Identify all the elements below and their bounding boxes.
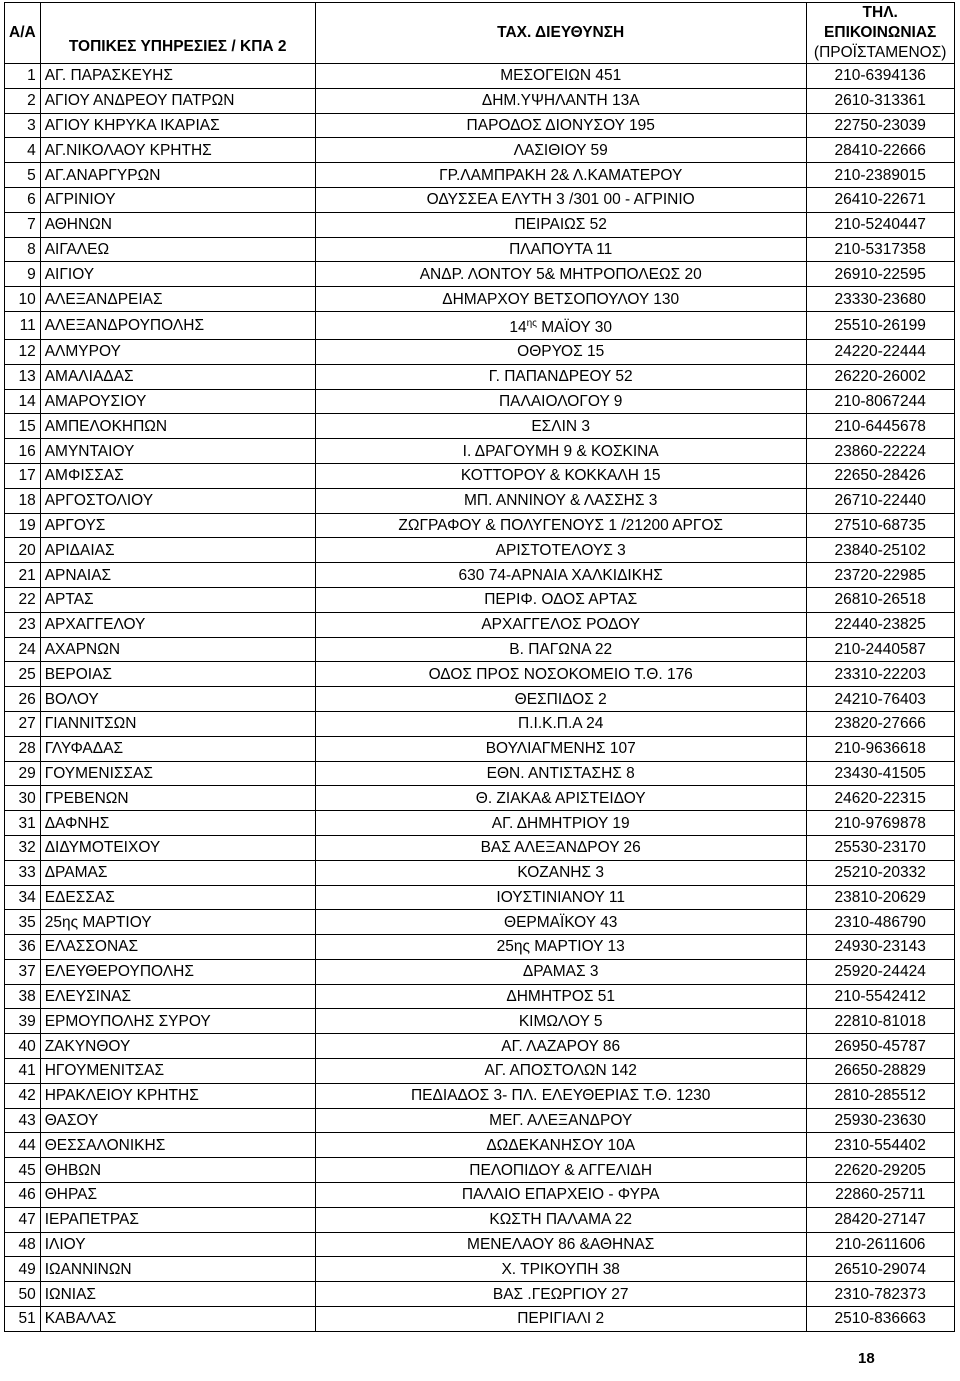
row-name: ΑΧΑΡΝΩΝ bbox=[40, 637, 315, 662]
row-number: 38 bbox=[5, 984, 41, 1009]
table-row bbox=[5, 935, 955, 960]
table-row bbox=[5, 587, 955, 612]
row-phone: 210-5542412 bbox=[806, 984, 954, 1009]
row-phone: 23860-22224 bbox=[806, 439, 954, 464]
table-row bbox=[5, 910, 955, 935]
table-row bbox=[5, 1158, 955, 1183]
header-id: Α/Α bbox=[5, 3, 41, 64]
row-phone: 26510-29074 bbox=[806, 1257, 954, 1282]
row-phone: 23820-27666 bbox=[806, 711, 954, 736]
row-number: 48 bbox=[5, 1232, 41, 1257]
row-number: 37 bbox=[5, 959, 41, 984]
row-number: 32 bbox=[5, 835, 41, 860]
row-phone: 26410-22671 bbox=[806, 187, 954, 212]
row-number: 40 bbox=[5, 1034, 41, 1059]
row-number: 28 bbox=[5, 736, 41, 761]
row-name: ΑΡΧΑΓΓΕΛΟΥ bbox=[40, 612, 315, 637]
table-header bbox=[5, 3, 955, 64]
row-name: ΘΗΒΩΝ bbox=[40, 1158, 315, 1183]
row-name: ΗΓΟΥΜΕΝΙΤΣΑΣ bbox=[40, 1059, 315, 1084]
row-phone: 22750-23039 bbox=[806, 113, 954, 138]
row-name: ΑΓΙΟΥ ΚΗΡΥΚΑ ΙΚΑΡΙΑΣ bbox=[40, 113, 315, 138]
row-address: ΔΩΔΕΚΑΝΗΣΟΥ 10Α bbox=[315, 1133, 806, 1158]
table-row bbox=[5, 339, 955, 364]
row-address: ΚΙΜΩΛΟΥ 5 bbox=[315, 1009, 806, 1034]
row-name: ΑΛΕΞΑΝΔΡΕΙΑΣ bbox=[40, 287, 315, 312]
table-row bbox=[5, 1207, 955, 1232]
row-name: ΑΡΓΟΣΤΟΛΙΟΥ bbox=[40, 488, 315, 513]
row-number: 14 bbox=[5, 389, 41, 414]
row-number: 39 bbox=[5, 1009, 41, 1034]
row-number: 44 bbox=[5, 1133, 41, 1158]
row-name: ΓΟΥΜΕΝΙΣΣΑΣ bbox=[40, 761, 315, 786]
row-name: ΘΗΡΑΣ bbox=[40, 1183, 315, 1208]
row-name: ΕΛΕΥΘΕΡΟΥΠΟΛΗΣ bbox=[40, 959, 315, 984]
row-name: ΙΕΡΑΠΕΤΡΑΣ bbox=[40, 1207, 315, 1232]
row-name: ΓΙΑΝΝΙΤΣΩΝ bbox=[40, 711, 315, 736]
row-number: 3 bbox=[5, 113, 41, 138]
row-number: 43 bbox=[5, 1108, 41, 1133]
table-row bbox=[5, 1232, 955, 1257]
table-row bbox=[5, 1108, 955, 1133]
row-number: 34 bbox=[5, 885, 41, 910]
row-number: 27 bbox=[5, 711, 41, 736]
table-row bbox=[5, 113, 955, 138]
row-address: ΑΓ. ΔΗΜΗΤΡΙΟΥ 19 bbox=[315, 811, 806, 836]
page-number: 18 bbox=[858, 1350, 875, 1367]
table-row bbox=[5, 637, 955, 662]
row-address: ΠΕΛΟΠΙΔΟΥ & ΑΓΓΕΛΙΔΗ bbox=[315, 1158, 806, 1183]
row-phone: 2610-313361 bbox=[806, 88, 954, 113]
row-address: ΑΓ. ΛΑΖΑΡΟΥ 86 bbox=[315, 1034, 806, 1059]
table-row bbox=[5, 389, 955, 414]
row-number: 12 bbox=[5, 339, 41, 364]
row-name: ΓΡΕΒΕΝΩΝ bbox=[40, 786, 315, 811]
row-address: ΑΡΧΑΓΓΕΛΟΣ ΡΟΔΟΥ bbox=[315, 612, 806, 637]
row-phone: 22810-81018 bbox=[806, 1009, 954, 1034]
row-number: 42 bbox=[5, 1083, 41, 1108]
row-address: ΕΣΛΙΝ 3 bbox=[315, 414, 806, 439]
row-address: ΟΔΥΣΣΕΑ ΕΛΥΤΗ 3 /301 00 - ΑΓΡΙΝΙΟ bbox=[315, 187, 806, 212]
row-phone: 23310-22203 bbox=[806, 662, 954, 687]
row-number: 35 bbox=[5, 910, 41, 935]
row-number: 51 bbox=[5, 1307, 41, 1332]
row-name: ΑΜΠΕΛΟΚΗΠΩΝ bbox=[40, 414, 315, 439]
row-number: 31 bbox=[5, 811, 41, 836]
table-row bbox=[5, 711, 955, 736]
row-phone: 25210-20332 bbox=[806, 860, 954, 885]
row-number: 23 bbox=[5, 612, 41, 637]
row-address: ΛΑΣΙΘΙΟΥ 59 bbox=[315, 138, 806, 163]
row-phone: 22620-29205 bbox=[806, 1158, 954, 1183]
row-address: ΒΑΣ ΑΛΕΞΑΝΔΡΟΥ 26 bbox=[315, 835, 806, 860]
row-name: ΙΛΙΟΥ bbox=[40, 1232, 315, 1257]
row-address: ΔΡΑΜΑΣ 3 bbox=[315, 959, 806, 984]
row-number: 25 bbox=[5, 662, 41, 687]
table-row bbox=[5, 1034, 955, 1059]
row-phone: 27510-68735 bbox=[806, 513, 954, 538]
row-number: 41 bbox=[5, 1059, 41, 1084]
row-name: ΑΜΑΡΟΥΣΙΟΥ bbox=[40, 389, 315, 414]
row-phone: 210-6445678 bbox=[806, 414, 954, 439]
row-address: ΔΗΜΗΤΡΟΣ 51 bbox=[315, 984, 806, 1009]
table-row bbox=[5, 311, 955, 339]
table-row bbox=[5, 64, 955, 89]
row-phone: 210-2440587 bbox=[806, 637, 954, 662]
row-address: ΠΕΔΙΑΔΟΣ 3- ΠΛ. ΕΛΕΥΘΕΡΙΑΣ Τ.Θ. 1230 bbox=[315, 1083, 806, 1108]
row-address: ΘΕΡΜΑΪΚΟΥ 43 bbox=[315, 910, 806, 935]
header-phone-line3: (ΠΡΟΪΣΤΑΜΕΝΟΣ) bbox=[813, 44, 947, 61]
row-address: ΟΘΡΥΟΣ 15 bbox=[315, 339, 806, 364]
table-row bbox=[5, 885, 955, 910]
row-phone: 210-5240447 bbox=[806, 212, 954, 237]
row-number: 9 bbox=[5, 262, 41, 287]
row-address: ΠΕΙΡΑΙΩΣ 52 bbox=[315, 212, 806, 237]
row-number: 11 bbox=[5, 311, 41, 339]
table-row bbox=[5, 959, 955, 984]
header-phone-line1: ΤΗΛ. bbox=[862, 4, 898, 21]
row-name: ΔΡΑΜΑΣ bbox=[40, 860, 315, 885]
row-name: ΑΡΤΑΣ bbox=[40, 587, 315, 612]
row-name: ΒΕΡΟΙΑΣ bbox=[40, 662, 315, 687]
row-name: 25ης ΜΑΡΤΙΟΥ bbox=[40, 910, 315, 935]
row-address: Β. ΠΑΓΩΝΑ 22 bbox=[315, 637, 806, 662]
row-phone: 210-6394136 bbox=[806, 64, 954, 89]
row-phone: 26910-22595 bbox=[806, 262, 954, 287]
row-name: ΑΘΗΝΩΝ bbox=[40, 212, 315, 237]
row-address: ΜΕΝΕΛΑΟΥ 86 &ΑΘΗΝΑΣ bbox=[315, 1232, 806, 1257]
row-phone: 25920-24424 bbox=[806, 959, 954, 984]
table-row bbox=[5, 287, 955, 312]
table-row bbox=[5, 138, 955, 163]
row-phone: 210-8067244 bbox=[806, 389, 954, 414]
row-address: ΚΟΤΤΟΡΟΥ & ΚΟΚΚΑΛΗ 15 bbox=[315, 463, 806, 488]
row-number: 19 bbox=[5, 513, 41, 538]
row-address: Π.Ι.Κ.Π.Α 24 bbox=[315, 711, 806, 736]
row-address: ΚΩΣΤΗ ΠΑΛΑΜΑ 22 bbox=[315, 1207, 806, 1232]
row-phone: 24210-76403 bbox=[806, 687, 954, 712]
row-address: ΑΝΔΡ. ΛΟΝΤΟΥ 5& ΜΗΤΡΟΠΟΛΕΩΣ 20 bbox=[315, 262, 806, 287]
table-row bbox=[5, 835, 955, 860]
table-row bbox=[5, 538, 955, 563]
row-address: ΑΓ. ΑΠΟΣΤΟΛΩΝ 142 bbox=[315, 1059, 806, 1084]
row-name: ΙΩΝΙΑΣ bbox=[40, 1282, 315, 1307]
row-phone: 24220-22444 bbox=[806, 339, 954, 364]
row-address bbox=[315, 311, 806, 339]
row-number: 47 bbox=[5, 1207, 41, 1232]
table-row bbox=[5, 1183, 955, 1208]
row-address: ΔΗΜΑΡΧΟΥ ΒΕΤΣΟΠΟΥΛΟΥ 130 bbox=[315, 287, 806, 312]
row-address: ΚΟΖΑΝΗΣ 3 bbox=[315, 860, 806, 885]
row-number: 49 bbox=[5, 1257, 41, 1282]
row-name: ΑΜΑΛΙΑΔΑΣ bbox=[40, 364, 315, 389]
row-address: ΕΘΝ. ΑΝΤΙΣΤΑΣΗΣ 8 bbox=[315, 761, 806, 786]
row-number: 46 bbox=[5, 1183, 41, 1208]
row-address: ΜΠ. ΑΝΝΙΝΟΥ & ΛΑΣΣΗΣ 3 bbox=[315, 488, 806, 513]
row-address: ΒΟΥΛΙΑΓΜΕΝΗΣ 107 bbox=[315, 736, 806, 761]
row-number: 21 bbox=[5, 563, 41, 588]
row-name: ΘΑΣΟΥ bbox=[40, 1108, 315, 1133]
row-phone: 24930-23143 bbox=[806, 935, 954, 960]
row-phone: 210-2611606 bbox=[806, 1232, 954, 1257]
row-name: ΕΔΕΣΣΑΣ bbox=[40, 885, 315, 910]
table-row bbox=[5, 1282, 955, 1307]
row-address: ΠΑΛΑΙΟΛΟΓΟΥ 9 bbox=[315, 389, 806, 414]
row-number: 33 bbox=[5, 860, 41, 885]
table-row bbox=[5, 1009, 955, 1034]
row-address: 25ης ΜΑΡΤΙΟΥ 13 bbox=[315, 935, 806, 960]
row-number: 29 bbox=[5, 761, 41, 786]
table-row bbox=[5, 1083, 955, 1108]
table-row bbox=[5, 1257, 955, 1282]
row-number: 22 bbox=[5, 587, 41, 612]
row-address-number: 14 bbox=[509, 318, 527, 336]
row-name: ΑΓ. ΠΑΡΑΣΚΕΥΗΣ bbox=[40, 64, 315, 89]
row-name: ΘΕΣΣΑΛΟΝΙΚΗΣ bbox=[40, 1133, 315, 1158]
row-phone: 25530-23170 bbox=[806, 835, 954, 860]
row-name: ΑΛΜΥΡΟΥ bbox=[40, 339, 315, 364]
row-number: 15 bbox=[5, 414, 41, 439]
row-number: 36 bbox=[5, 935, 41, 960]
row-phone: 210-5317358 bbox=[806, 237, 954, 262]
row-name: ΙΩΑΝΝΙΝΩΝ bbox=[40, 1257, 315, 1282]
row-number: 30 bbox=[5, 786, 41, 811]
row-number: 6 bbox=[5, 187, 41, 212]
row-address-ordinal: ης bbox=[526, 317, 537, 329]
table-row bbox=[5, 463, 955, 488]
row-name: ΑΓΙΟΥ ΑΝΔΡΕΟΥ ΠΑΤΡΩΝ bbox=[40, 88, 315, 113]
row-phone: 23810-20629 bbox=[806, 885, 954, 910]
table-row bbox=[5, 414, 955, 439]
row-number: 16 bbox=[5, 439, 41, 464]
table-row bbox=[5, 786, 955, 811]
row-phone: 210-9769878 bbox=[806, 811, 954, 836]
table-row bbox=[5, 212, 955, 237]
table-row bbox=[5, 662, 955, 687]
row-address: Χ. ΤΡΙΚΟΥΠΗ 38 bbox=[315, 1257, 806, 1282]
table-row bbox=[5, 736, 955, 761]
row-phone: 26710-22440 bbox=[806, 488, 954, 513]
table-row bbox=[5, 984, 955, 1009]
row-address: ΑΡΙΣΤΟΤΕΛΟΥΣ 3 bbox=[315, 538, 806, 563]
row-number: 20 bbox=[5, 538, 41, 563]
row-phone: 28420-27147 bbox=[806, 1207, 954, 1232]
header-phone-line2: ΕΠΙΚΟΙΝΩΝΙΑΣ bbox=[824, 24, 937, 41]
row-number: 5 bbox=[5, 163, 41, 188]
row-number: 8 bbox=[5, 237, 41, 262]
row-phone: 210-9636618 bbox=[806, 736, 954, 761]
row-name: ΑΓΡΙΝΙΟΥ bbox=[40, 187, 315, 212]
row-number: 4 bbox=[5, 138, 41, 163]
header-name-text: ΤΟΠΙΚΕΣ ΥΠΗΡΕΣΙΕΣ / ΚΠΑ 2 bbox=[68, 38, 287, 55]
row-number: 26 bbox=[5, 687, 41, 712]
row-number: 2 bbox=[5, 88, 41, 113]
table-row bbox=[5, 1059, 955, 1084]
table-row bbox=[5, 187, 955, 212]
row-name: ΑΜΥΝΤΑΙΟΥ bbox=[40, 439, 315, 464]
row-phone: 23720-22985 bbox=[806, 563, 954, 588]
row-address: ΖΩΓΡΑΦΟΥ & ΠΟΛΥΓΕΝΟΥΣ 1 /21200 ΑΡΓΟΣ bbox=[315, 513, 806, 538]
header-address: ΤΑΧ. ΔΙΕΥΘΥΝΣΗ bbox=[315, 3, 806, 64]
row-name: ΑΜΦΙΣΣΑΣ bbox=[40, 463, 315, 488]
row-address: ΠΑΡΟΔΟΣ ΔΙΟΝΥΣΟΥ 195 bbox=[315, 113, 806, 138]
services-table bbox=[4, 2, 955, 1332]
row-phone: 23840-25102 bbox=[806, 538, 954, 563]
table-row bbox=[5, 513, 955, 538]
row-phone: 2310-782373 bbox=[806, 1282, 954, 1307]
row-name: ΑΓ.ΝΙΚΟΛΑΟΥ ΚΡΗΤΗΣ bbox=[40, 138, 315, 163]
table-body bbox=[5, 64, 955, 1332]
row-name: ΒΟΛΟΥ bbox=[40, 687, 315, 712]
row-name: ΕΛΑΣΣΟΝΑΣ bbox=[40, 935, 315, 960]
row-phone: 26810-26518 bbox=[806, 587, 954, 612]
row-number: 45 bbox=[5, 1158, 41, 1183]
table-row bbox=[5, 687, 955, 712]
row-phone: 22440-23825 bbox=[806, 612, 954, 637]
row-address: ΙΟΥΣΤΙΝΙΑΝΟΥ 11 bbox=[315, 885, 806, 910]
row-phone: 28410-22666 bbox=[806, 138, 954, 163]
row-name: ΑΓ.ΑΝΑΡΓΥΡΩΝ bbox=[40, 163, 315, 188]
table-row bbox=[5, 761, 955, 786]
row-number: 17 bbox=[5, 463, 41, 488]
row-name: ΕΛΕΥΣΙΝΑΣ bbox=[40, 984, 315, 1009]
row-address: Γ. ΠΑΠΑΝΔΡΕΟΥ 52 bbox=[315, 364, 806, 389]
table-row bbox=[5, 439, 955, 464]
row-address: ΓΡ.ΛΑΜΠΡΑΚΗ 2& Λ.ΚΑΜΑΤΕΡΟΥ bbox=[315, 163, 806, 188]
table-row bbox=[5, 811, 955, 836]
table-row bbox=[5, 488, 955, 513]
row-address: ΒΑΣ .ΓΕΩΡΓΙΟΥ 27 bbox=[315, 1282, 806, 1307]
row-address: Ι. ΔΡΑΓΟΥΜΗ 9 & ΚΟΣΚΙΝΑ bbox=[315, 439, 806, 464]
row-address: Θ. ΖΙΑΚΑ& ΑΡΙΣΤΕΙΔΟΥ bbox=[315, 786, 806, 811]
row-phone: 23430-41505 bbox=[806, 761, 954, 786]
row-address: 630 74-ΑΡΝΑΙΑ ΧΑΛΚΙΔΙΚΗΣ bbox=[315, 563, 806, 588]
row-address: ΠΑΛΑΙΟ ΕΠΑΡΧΕΙΟ - ΦΥΡΑ bbox=[315, 1183, 806, 1208]
row-number: 50 bbox=[5, 1282, 41, 1307]
table-row bbox=[5, 262, 955, 287]
row-phone: 2810-285512 bbox=[806, 1083, 954, 1108]
row-phone: 25930-23630 bbox=[806, 1108, 954, 1133]
row-name: ΗΡΑΚΛΕΙΟΥ ΚΡΗΤΗΣ bbox=[40, 1083, 315, 1108]
row-number: 13 bbox=[5, 364, 41, 389]
row-phone: 26950-45787 bbox=[806, 1034, 954, 1059]
row-address-rest: ΜΑΪΟΥ 30 bbox=[537, 318, 613, 336]
row-address: ΔΗΜ.ΥΨΗΛΑΝΤΗ 13Α bbox=[315, 88, 806, 113]
row-number: 24 bbox=[5, 637, 41, 662]
row-name: ΔΑΦΝΗΣ bbox=[40, 811, 315, 836]
table-row bbox=[5, 1307, 955, 1332]
header-phone bbox=[806, 3, 954, 64]
row-name: ΕΡΜΟΥΠΟΛΗΣ ΣΥΡΟΥ bbox=[40, 1009, 315, 1034]
table-row bbox=[5, 563, 955, 588]
row-phone: 2310-486790 bbox=[806, 910, 954, 935]
row-number: 10 bbox=[5, 287, 41, 312]
row-address: ΠΕΡΙΦ. ΟΔΟΣ ΑΡΤΑΣ bbox=[315, 587, 806, 612]
row-address: ΠΛΑΠΟΥΤΑ 11 bbox=[315, 237, 806, 262]
row-name: ΑΡΙΔΑΙΑΣ bbox=[40, 538, 315, 563]
row-phone: 26220-26002 bbox=[806, 364, 954, 389]
row-address: ΠΕΡΙΓΙΑΛΙ 2 bbox=[315, 1307, 806, 1332]
row-phone: 24620-22315 bbox=[806, 786, 954, 811]
row-address: ΟΔΟΣ ΠΡΟΣ ΝΟΣΟΚΟΜΕΙΟ Τ.Θ. 176 bbox=[315, 662, 806, 687]
table-row bbox=[5, 612, 955, 637]
row-phone: 25510-26199 bbox=[806, 311, 954, 339]
row-phone: 23330-23680 bbox=[806, 287, 954, 312]
row-phone: 26650-28829 bbox=[806, 1059, 954, 1084]
table-row bbox=[5, 860, 955, 885]
table-row bbox=[5, 1133, 955, 1158]
row-name: ΑΙΓΙΟΥ bbox=[40, 262, 315, 287]
row-address: ΜΕΣΟΓΕΙΩΝ 451 bbox=[315, 64, 806, 89]
row-name: ΑΛΕΞΑΝΔΡΟΥΠΟΛΗΣ bbox=[40, 311, 315, 339]
row-number: 7 bbox=[5, 212, 41, 237]
row-name: ΑΡΓΟΥΣ bbox=[40, 513, 315, 538]
row-phone: 22650-28426 bbox=[806, 463, 954, 488]
row-name: ΑΙΓΑΛΕΩ bbox=[40, 237, 315, 262]
row-phone: 2510-836663 bbox=[806, 1307, 954, 1332]
row-name: ΑΡΝΑΙΑΣ bbox=[40, 563, 315, 588]
row-number: 1 bbox=[5, 64, 41, 89]
row-name: ΔΙΔΥΜΟΤΕΙΧΟΥ bbox=[40, 835, 315, 860]
table-row bbox=[5, 88, 955, 113]
row-phone: 22860-25711 bbox=[806, 1183, 954, 1208]
table-row bbox=[5, 237, 955, 262]
row-name: ΚΑΒΑΛΑΣ bbox=[40, 1307, 315, 1332]
row-name: ΓΛΥΦΑΔΑΣ bbox=[40, 736, 315, 761]
row-address: ΜΕΓ. ΑΛΕΞΑΝΔΡΟΥ bbox=[315, 1108, 806, 1133]
row-address: ΘΕΣΠΙΔΟΣ 2 bbox=[315, 687, 806, 712]
table-row bbox=[5, 163, 955, 188]
row-phone: 210-2389015 bbox=[806, 163, 954, 188]
header-name bbox=[40, 3, 315, 64]
table-row bbox=[5, 364, 955, 389]
row-phone: 2310-554402 bbox=[806, 1133, 954, 1158]
row-number: 18 bbox=[5, 488, 41, 513]
row-name: ΖΑΚΥΝΘΟΥ bbox=[40, 1034, 315, 1059]
